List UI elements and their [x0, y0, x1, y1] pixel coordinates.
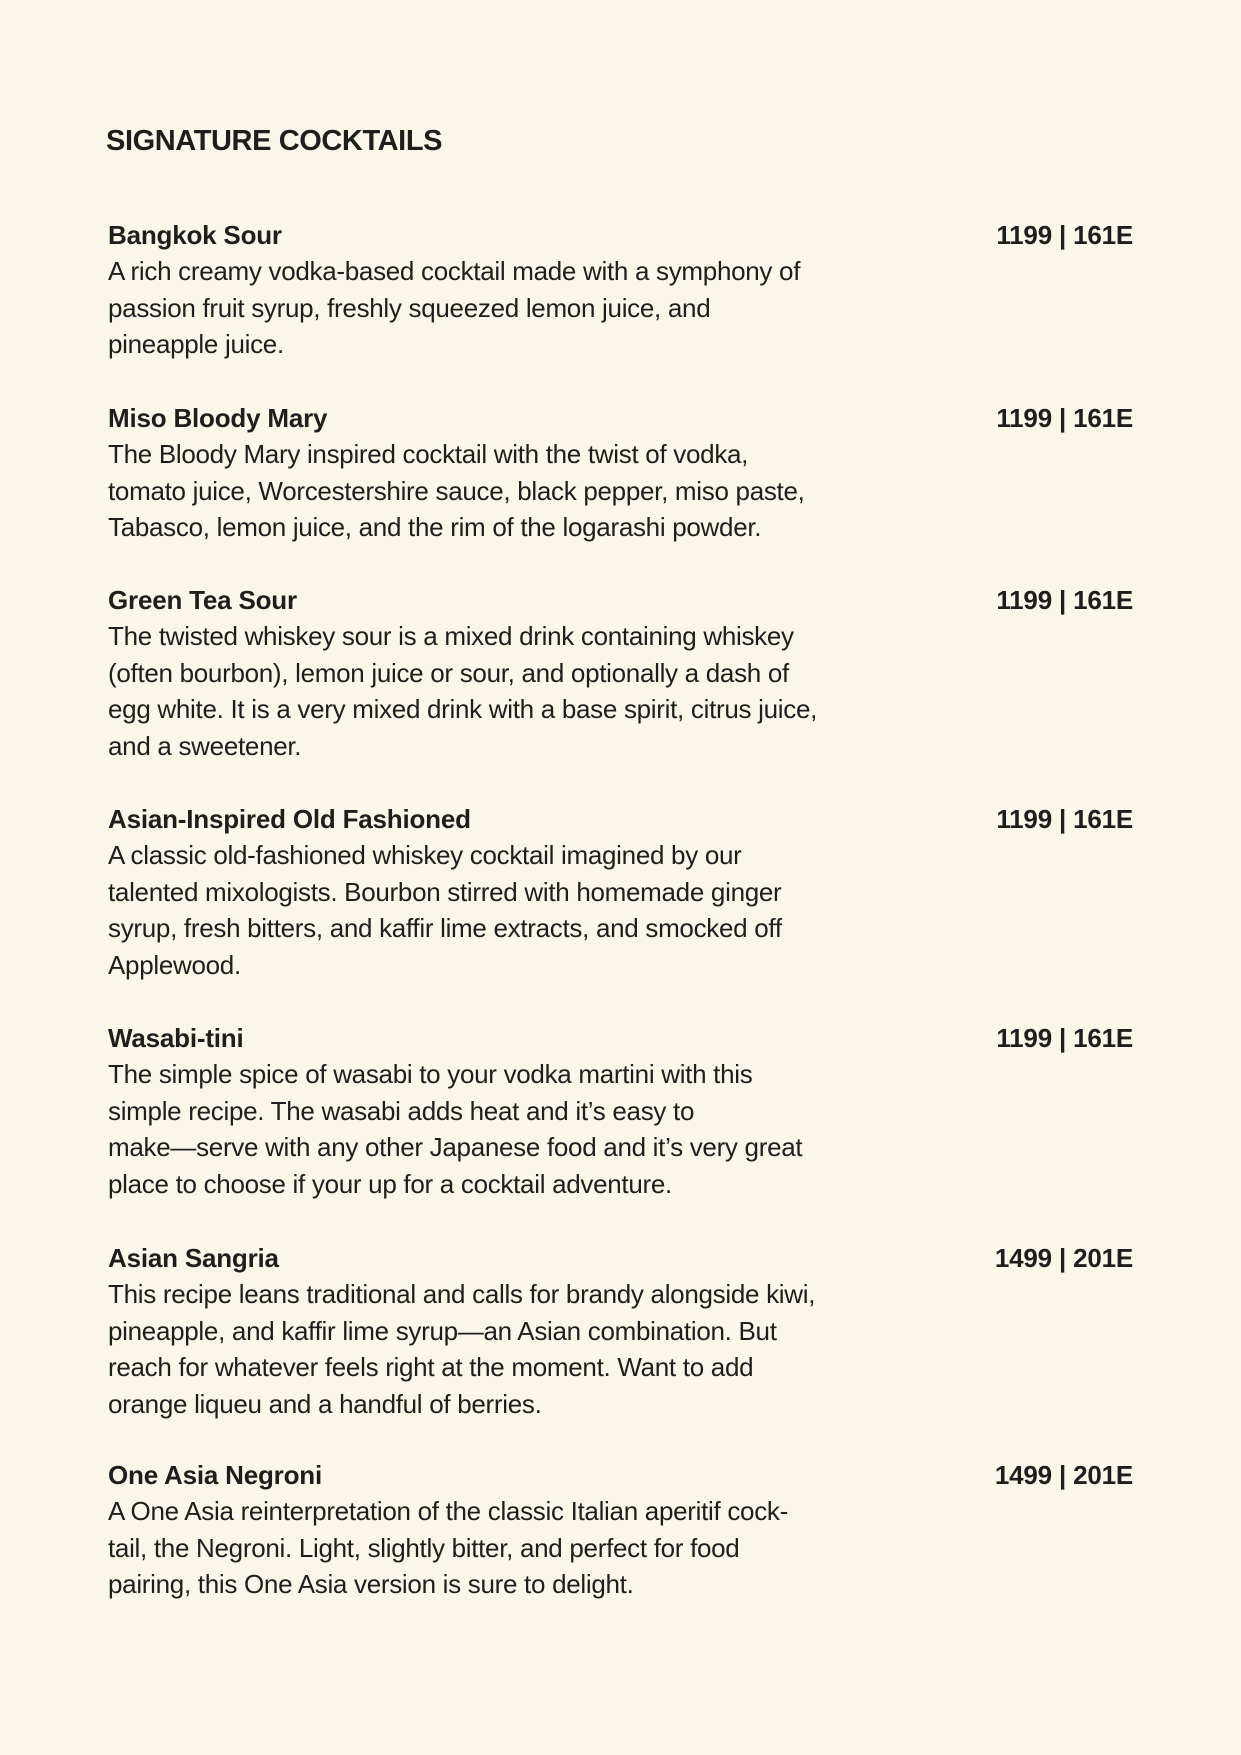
menu-item-bangkok-sour	[108, 217, 1133, 363]
item-name: Miso Bloody Mary	[108, 403, 328, 433]
item-price: 1199 | 161E	[996, 585, 1133, 615]
menu-item-green-tea-sour	[108, 582, 1133, 764]
item-description: A classic old-fashioned whiskey cocktail imagined by our talented mixologists. Bourbon stirred with homemade ginger syrup, fresh bitters, and kaffir lime extracts, and smocked off Applewood.	[108, 840, 782, 980]
item-description: The simple spice of wasabi to your vodka martini with this simple recipe. The wasabi adds heat and it’s easy to make—serve with any other Japanese food and it’s very great place to choose if your up for a cocktail adventure.	[108, 1059, 803, 1199]
item-name: Wasabi-tini	[108, 1023, 244, 1053]
page-title: SIGNATURE COCKTAILS	[106, 125, 443, 157]
item-price: 1199 | 161E	[996, 804, 1133, 834]
item-description: The Bloody Mary inspired cocktail with the twist of vodka, tomato juice, Worcestershire sauce, black pepper, miso paste, Tabasco, lemon juice, and the rim of the logarashi powder.	[108, 439, 805, 543]
menu-item-miso-bloody-mary	[108, 400, 1133, 546]
item-description: A One Asia reinterpretation of the classic Italian aperitif cock- tail, the Negroni. Light, slightly bitter, and perfect for food pairing, this One Asia version is sure to delight.	[108, 1496, 788, 1600]
item-name: Asian-Inspired Old Fashioned	[108, 804, 471, 834]
item-price: 1499 | 201E	[994, 1460, 1133, 1490]
item-name: One Asia Negroni	[108, 1460, 322, 1490]
item-price: 1199 | 161E	[996, 220, 1133, 250]
menu-item-asian-sangria	[108, 1240, 1133, 1422]
item-description: A rich creamy vodka-based cocktail made with a symphony of passion fruit syrup, freshly squeezed lemon juice, and pineapple juice.	[108, 256, 801, 360]
item-description: The twisted whiskey sour is a mixed drink containing whiskey (often bourbon), lemon juice or sour, and optionally a dash of egg white. It is a very mixed drink with a base spirit, citrus juice, and a sweetener.	[108, 621, 818, 761]
item-price: 1199 | 161E	[996, 403, 1133, 433]
menu-item-one-asia-negroni	[108, 1457, 1133, 1603]
item-name: Bangkok Sour	[108, 220, 282, 250]
item-description: This recipe leans traditional and calls for brandy alongside kiwi, pineapple, and kaffir lime syrup—an Asian combination. But reach for whatever feels right at the moment. Want to add orange liqueu and a handful of berries.	[108, 1279, 816, 1419]
menu-item-asian-inspired-old-fashioned	[108, 801, 1133, 983]
item-name: Asian Sangria	[108, 1243, 279, 1273]
item-price: 1499 | 201E	[994, 1243, 1133, 1273]
menu-item-wasabi-tini	[108, 1020, 1133, 1202]
item-price: 1199 | 161E	[996, 1023, 1133, 1053]
item-name: Green Tea Sour	[108, 585, 297, 615]
